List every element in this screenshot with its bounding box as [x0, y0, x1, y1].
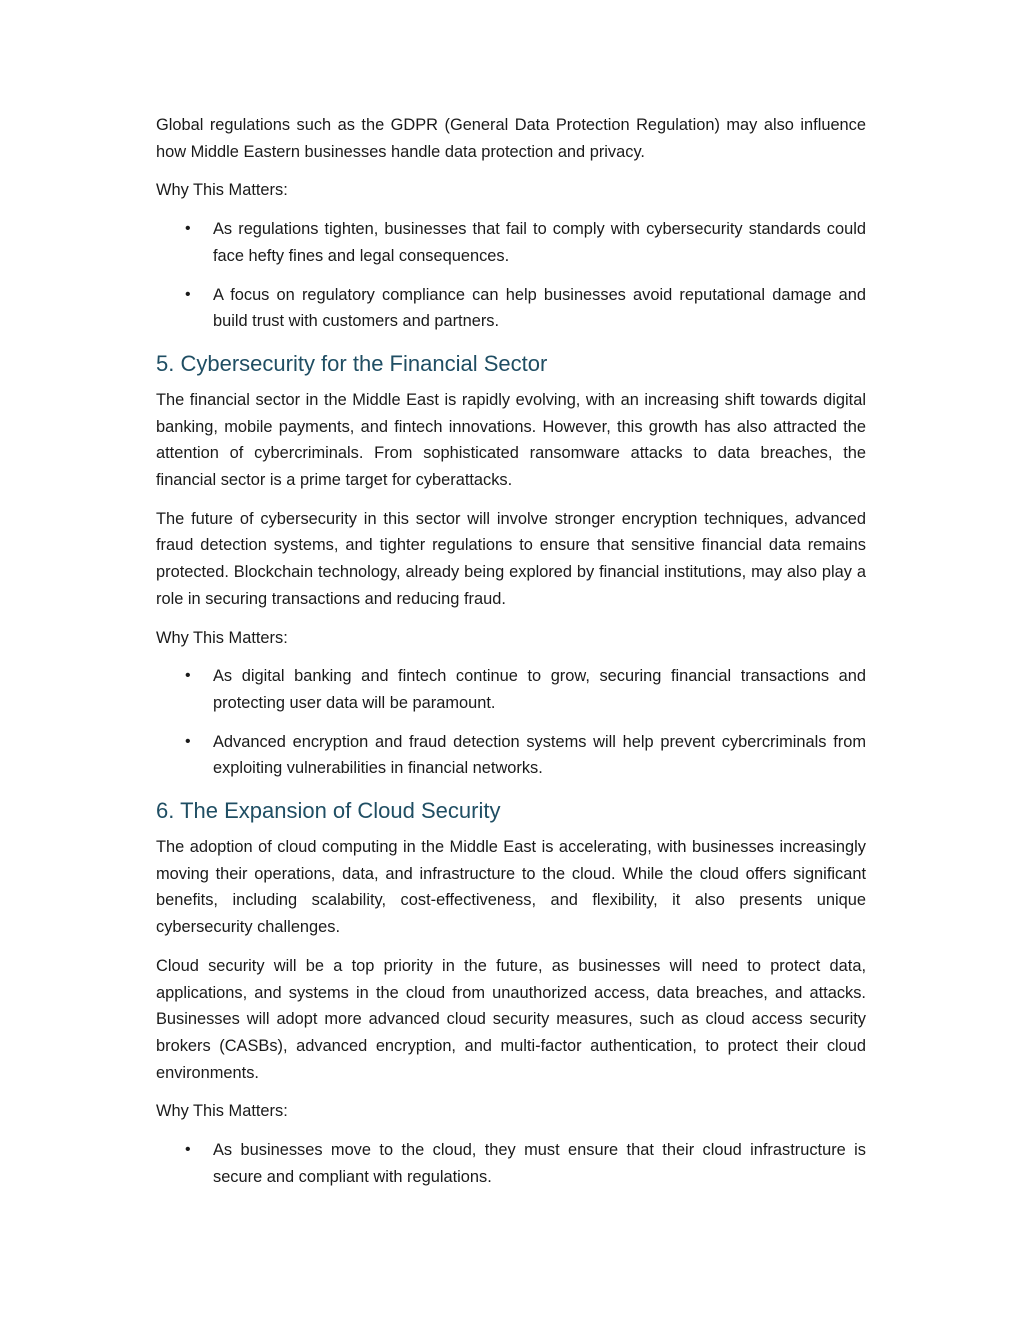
bullet-list [156, 1137, 866, 1190]
list-item-text: As digital banking and fintech continue to grow, securing financial transactions and protecting user data will be paramount. [213, 667, 866, 712]
bullet-list [156, 663, 866, 782]
section-heading: 6. The Expansion of Cloud Security [156, 798, 501, 824]
bullet-list [156, 216, 866, 335]
bullet-icon: • [185, 667, 191, 685]
intro-paragraph: Global regulations such as the GDPR (General Data Protection Regulation) may also influence how Middle Eastern businesses handle data protection and privacy. [156, 116, 866, 161]
bullet-icon: • [185, 220, 191, 238]
list-item [156, 1137, 866, 1190]
list-item [156, 729, 866, 782]
list-item-text: As regulations tighten, businesses that fail to comply with cybersecurity standards could face hefty fines and legal consequences. [213, 220, 866, 265]
why-this-matters-label: Why This Matters: [156, 1102, 288, 1121]
body-paragraph: Cloud security will be a top priority in the future, as businesses will need to protect data, applications, and systems in the cloud from unauthorized access, data breaches, and attacks. Businesses will adopt more advanced cloud security measures, such as cloud access security brokers (CASBs), advanced encryption, and multi-factor authentication, to protect their cloud environments. [156, 956, 866, 1082]
list-item [156, 282, 866, 335]
bullet-icon: • [185, 1141, 191, 1159]
list-item [156, 216, 866, 269]
list-item-text: Advanced encryption and fraud detection systems will help prevent cybercriminals from exploiting vulnerabilities in financial networks. [213, 732, 866, 778]
document-page [156, 112, 866, 1203]
body-paragraph: The future of cybersecurity in this sector will involve stronger encryption techniques, advanced fraud detection systems, and tighter regulations to ensure that sensitive financial data remains protected. Blockchain technology, already being explored by financial institutions, may also play a role in securing transactions and reducing fraud. [156, 509, 866, 608]
list-item-text: A focus on regulatory compliance can help businesses avoid reputational damage and build trust with customers and partners. [213, 285, 866, 331]
list-item [156, 663, 866, 716]
list-item-text: As businesses move to the cloud, they must ensure that their cloud infrastructure is secure and compliant with regulations. [213, 1141, 866, 1186]
why-this-matters-label: Why This Matters: [156, 181, 288, 200]
why-this-matters-label: Why This Matters: [156, 628, 288, 647]
body-paragraph: The adoption of cloud computing in the Middle East is accelerating, with businesses increasingly moving their operations, data, and infrastructure to the cloud. While the cloud offers significant benefits, including scalability, cost-effectiveness, and flexibility, it also presents unique cybersecurity challenges. [156, 838, 866, 937]
bullet-icon: • [185, 732, 191, 750]
body-paragraph: The financial sector in the Middle East is rapidly evolving, with an increasing shift towards digital banking, mobile payments, and fintech innovations. However, this growth has also attracted the attention of cybercriminals. From sophisticated ransomware attacks to data breaches, the financial sector is a prime target for cyberattacks. [156, 390, 866, 490]
section-heading: 5. Cybersecurity for the Financial Sector [156, 350, 548, 376]
bullet-icon: • [185, 285, 191, 303]
